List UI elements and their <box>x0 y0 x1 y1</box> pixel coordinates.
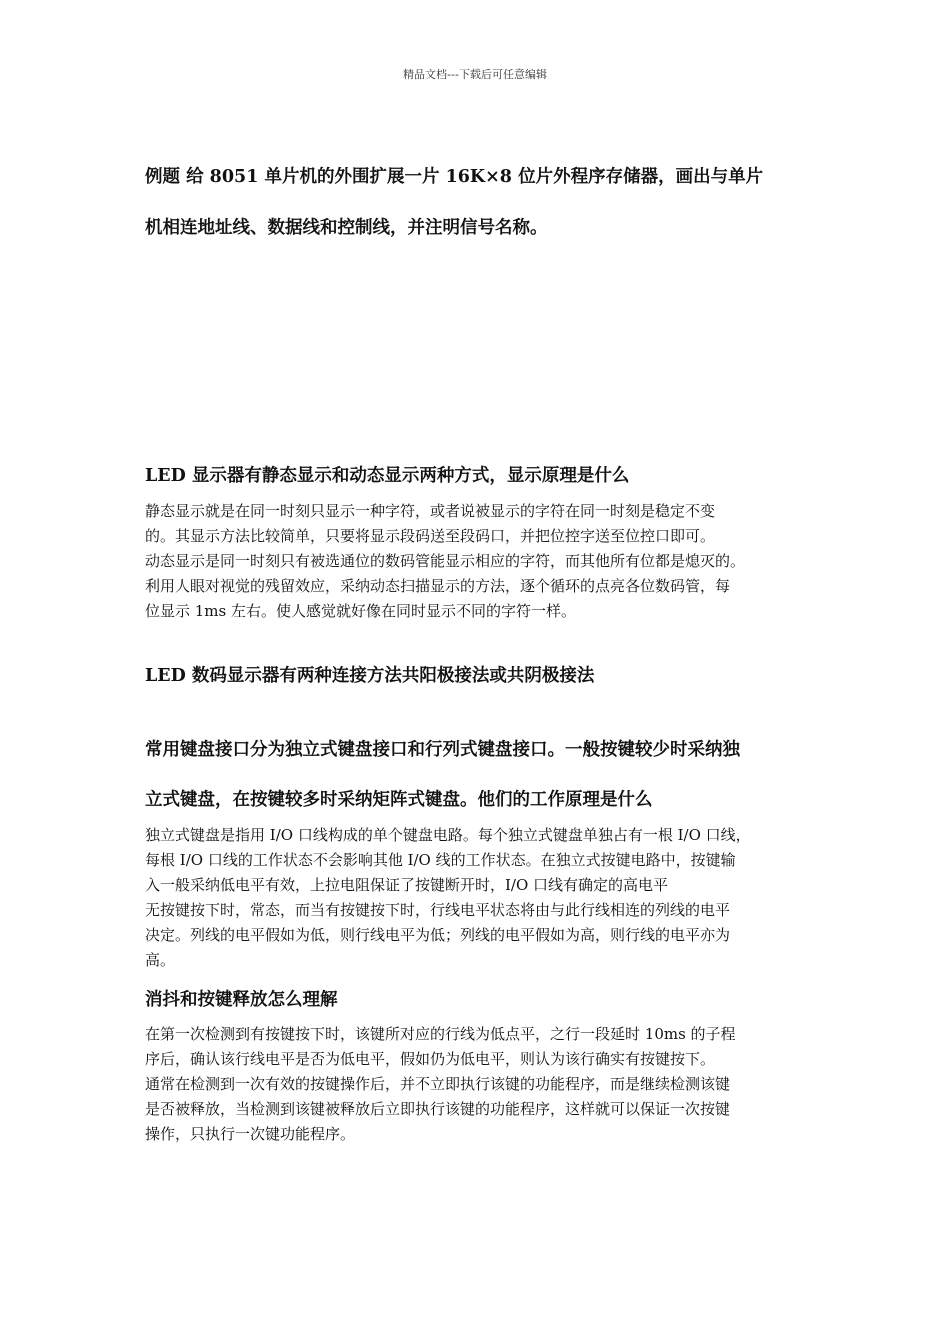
page-header: 精品文档---下载后可任意编辑 <box>403 68 547 81</box>
answer-2-line-2: 的。其显示方法比较简单，只要将显示段码送至段码口，并把位控字送至位控口即可。 <box>145 527 716 545</box>
answer-5-line-3: 通常在检测到一次有效的按键操作后，并不立即执行该键的功能程序，而是继续检测该键 <box>145 1075 731 1093</box>
answer-4-line-2: 每根 I/O 口线的工作状态不会影响其他 I/O 线的工作状态。在独立式按键电路中，按键输 <box>145 851 736 869</box>
answer-4-line-3: 入一般采纳低电平有效，上拉电阻保证了按键断开时，I/O 口线有确定的高电平 <box>145 876 669 894</box>
question-1-line-1: 例题 给 8051 单片机的外围扩展一片 16K×8 位片外程序存储器，画出与单片 <box>145 167 764 187</box>
answer-2-line-3: 动态显示是同一时刻只有被选通位的数码管能显示相应的字符，而其他所有位都是熄灭的。 <box>145 552 746 570</box>
question-3-title: LED 数码显示器有两种连接方法共阳极接法或共阴极接法 <box>145 666 595 686</box>
answer-2-line-4: 利用人眼对视觉的残留效应，采纳动态扫描显示的方法，逐个循环的点亮各位数码管，每 <box>145 577 731 595</box>
answer-2-line-5: 位显示 1ms 左右。使人感觉就好像在同时显示不同的字符一样。 <box>145 602 577 620</box>
answer-5-line-5: 操作，只执行一次键功能程序。 <box>145 1125 356 1143</box>
question-1-line-2: 机相连地址线、数据线和控制线，并注明信号名称。 <box>145 218 548 238</box>
question-4-line-1: 常用键盘接口分为独立式键盘接口和行列式键盘接口。一般按键较少时采纳独 <box>145 740 740 760</box>
answer-5-line-1: 在第一次检测到有按键按下时，该键所对应的行线为低点平，之行一段延时 10ms 的子程 <box>145 1025 736 1043</box>
answer-5-line-2: 序后，确认该行线电平是否为低电平，假如仍为低电平，则认为该行确实有按键按下。 <box>145 1050 716 1068</box>
question-2-title: LED 显示器有静态显示和动态显示两种方式，显示原理是什么 <box>145 466 630 486</box>
answer-5-line-4: 是否被释放，当检测到该键被释放后立即执行该键的功能程序，这样就可以保证一次按键 <box>145 1100 731 1118</box>
answer-4-line-5: 决定。列线的电平假如为低，则行线电平为低；列线的电平假如为高，则行线的电平亦为 <box>145 926 731 944</box>
answer-4-line-6: 高。 <box>145 951 176 969</box>
question-4-line-2: 立式键盘，在按键较多时采纳矩阵式键盘。他们的工作原理是什么 <box>145 790 653 810</box>
answer-4-line-1: 独立式键盘是指用 I/O 口线构成的单个键盘电路。每个独立式键盘单独占有一根 I/O 口线， <box>145 826 751 844</box>
question-5-title: 消抖和按键释放怎么理解 <box>145 990 338 1010</box>
answer-4-line-4: 无按键按下时，常态，而当有按键按下时，行线电平状态将由与此行线相连的列线的电平 <box>145 901 731 919</box>
answer-2-line-1: 静态显示就是在同一时刻只显示一种字符，或者说被显示的字符在同一时刻是稳定不变 <box>145 502 716 520</box>
